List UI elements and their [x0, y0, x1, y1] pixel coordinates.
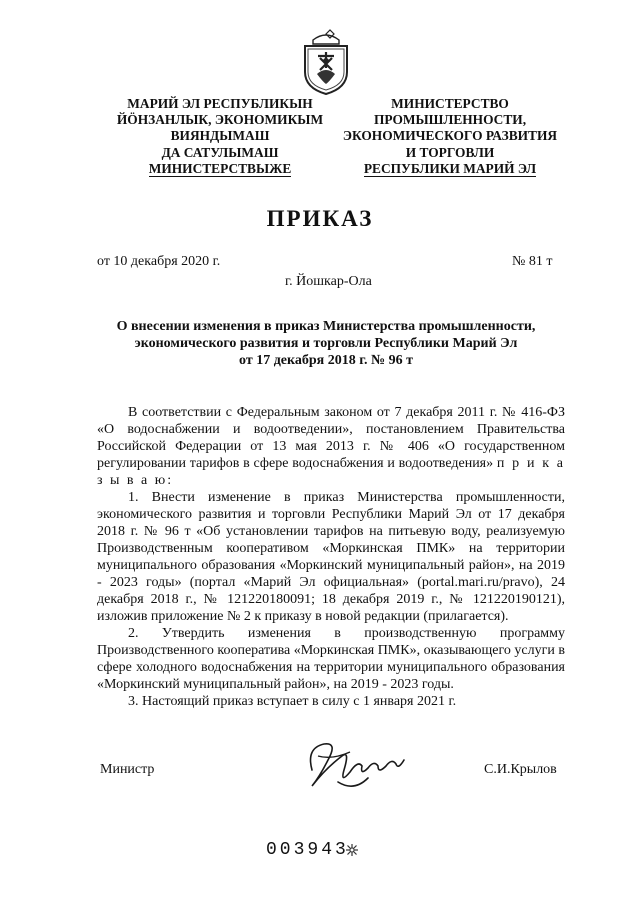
- body-paragraph-item-3: 3. Настоящий приказ вступает в силу с 1 января 2021 г.: [128, 694, 457, 709]
- header-right-line-underlined: РЕСПУБЛИКИ МАРИЙ ЭЛ: [363, 160, 537, 176]
- header-right-line: [336, 161, 564, 177]
- signatory-role: Министр: [100, 762, 155, 777]
- body-paragraph-item-1: 1. Внести изменение в приказ Министерства промышленности, экономического развития и торговли Республики Марий Эл от 17 декабря 2018 г. № 96 т «Об установлении тарифов на питьевую воду, реализуемую Производственным кооперативом «Моркинская ПМК» на территории муниципального образования «Моркинский муниципальный район», на 2019 - 2023 годы» (портал «Марий Эл официальная» (portal.mari.ru/pravo), 24 декабря 2018 г., № 121220180091; 18 декабря 2019 г., № 121220190121), изложив приложение № 2 к приказу в новой редакции (прилагается).: [97, 490, 565, 624]
- order-word: п р и к а з ы в а ю:: [97, 456, 565, 488]
- document-subject: [100, 318, 552, 369]
- body-paragraph-item-2: 2. Утвердить изменения в производственную программу Производственного кооператива «Моркинская ПМК», оказывающего услуги в сфере холодного водоснабжения на территории муниципального образования «Моркинский муниципальный район», на 2019 - 2023 годы.: [97, 626, 565, 692]
- header-left-line: [106, 161, 334, 177]
- signatory-name: С.И.Крылов: [484, 762, 557, 777]
- document-city: г. Йошкар-Ола: [285, 274, 372, 289]
- header-left-line: ЙӦНЗАНЛЫК, ЭКОНОМИКЫМ: [116, 112, 324, 128]
- document-date: от 10 декабря 2020 г.: [97, 254, 221, 269]
- header-right-line: ЭКОНОМИЧЕСКОГО РАЗВИТИЯ: [342, 128, 558, 144]
- header-left-line: ВИЯНДЫМАШ: [170, 128, 270, 144]
- form-serial-number: 003943: [266, 840, 349, 860]
- header-mari-ministry-name: [106, 96, 334, 177]
- subject-line: от 17 декабря 2018 г. № 96 т: [239, 353, 413, 368]
- header-left-line: МАРИЙ ЭЛ РЕСПУБЛИКЫН: [127, 96, 313, 111]
- document-number: № 81 т: [512, 254, 553, 269]
- header-left-line-underlined: МИНИСТЕРСТВЫЖЕ: [148, 160, 292, 176]
- handwritten-signature: [298, 730, 410, 802]
- document-body: [97, 404, 565, 710]
- ornament-star-icon: [345, 843, 359, 857]
- subject-line: О внесении изменения в приказ Министерства промышленности,: [116, 319, 536, 334]
- header-right-line: ПРОМЫШЛЕННОСТИ,: [373, 112, 527, 128]
- preamble-text: В соответствии с Федеральным законом от 7 декабря 2011 г. № 416-ФЗ «О водоснабжении и водоотведении», постановлением Правительства Российской Федерации от 13 мая 2013 г. № 406 «О государственном регулировании тарифов в сфере водоснабжения и водоотведения»: [97, 405, 565, 471]
- header-right-line: И ТОРГОВЛИ: [405, 144, 495, 160]
- document-title: ПРИКАЗ: [266, 206, 374, 231]
- subject-line: экономического развития и торговли Республики Марий Эл: [134, 336, 518, 351]
- header-right-line: МИНИСТЕРСТВО: [391, 96, 509, 111]
- header-russian-ministry-name: [336, 96, 564, 177]
- header-left-line: ДА САТУЛЫМАШ: [161, 144, 279, 160]
- body-paragraph-preamble: [97, 404, 565, 489]
- coat-of-arms-emblem: [299, 28, 353, 96]
